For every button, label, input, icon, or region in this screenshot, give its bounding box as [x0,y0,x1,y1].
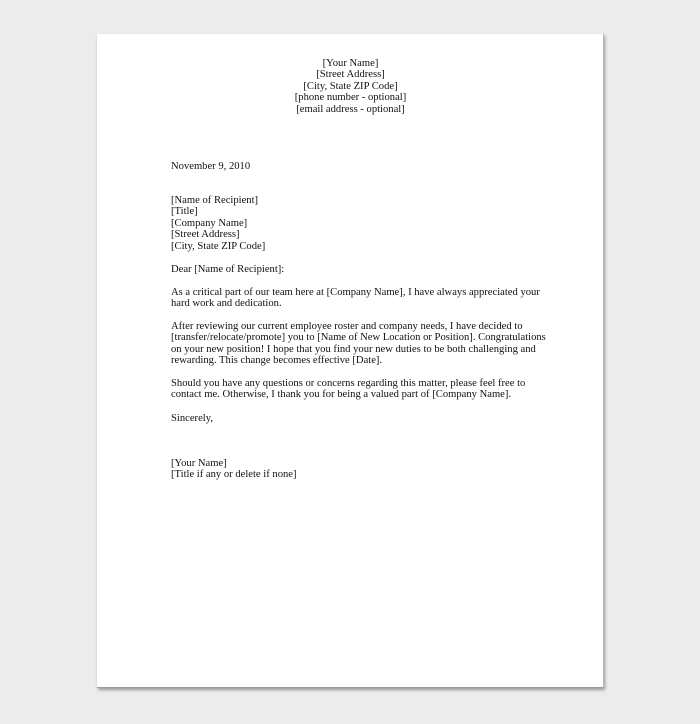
signature-name: [Your Name] [171,458,227,469]
signature-title: [Title if any or delete if none] [171,469,297,481]
body-paragraph-2 [171,321,546,367]
recipient-company: [Company Name] [171,217,248,229]
sender-email: [email address - optional] [296,103,405,115]
recipient-street: [Street Address] [171,229,240,241]
closing: Sincerely, [171,413,213,424]
paragraph-line: [transfer/relocate/promote] you to [Name of New Location or Position]. Congratulations [171,332,546,344]
body-paragraph-1 [171,287,540,310]
paragraph-line: After reviewing our current employee roster and company needs, I have decided to [171,321,523,332]
paragraph-line: hard work and dedication. [171,298,282,310]
signature-block [171,458,297,481]
recipient-city-state-zip: [City, State ZIP Code] [171,240,266,252]
paragraph-line: As a critical part of our team here at [Company Name], I have always appreciated your [171,287,540,298]
recipient-title: [Title] [171,206,198,218]
sender-header [97,58,604,115]
body-paragraph-3 [171,378,525,401]
paragraph-line: rewarding. This change becomes effective [Date]. [171,355,383,367]
salutation: Dear [Name of Recipient]: [171,264,285,275]
paragraph-line: contact me. Otherwise, I thank you for being a valued part of [Company Name]. [171,389,512,401]
paragraph-line: Should you have any questions or concerns regarding this matter, please feel free to [171,378,526,389]
paragraph-line: on your new position! I hope that you find your new duties to be both challenging and [171,343,536,355]
sender-city-state-zip: [City, State ZIP Code] [303,80,398,92]
letter-page [97,34,604,688]
recipient-name: [Name of Recipient] [171,195,259,206]
sender-phone: [phone number - optional] [294,92,407,104]
letter-date: November 9, 2010 [171,161,251,172]
sender-street: [Street Address] [316,69,385,81]
recipient-address [171,195,265,252]
sender-name: [Your Name] [322,58,379,69]
